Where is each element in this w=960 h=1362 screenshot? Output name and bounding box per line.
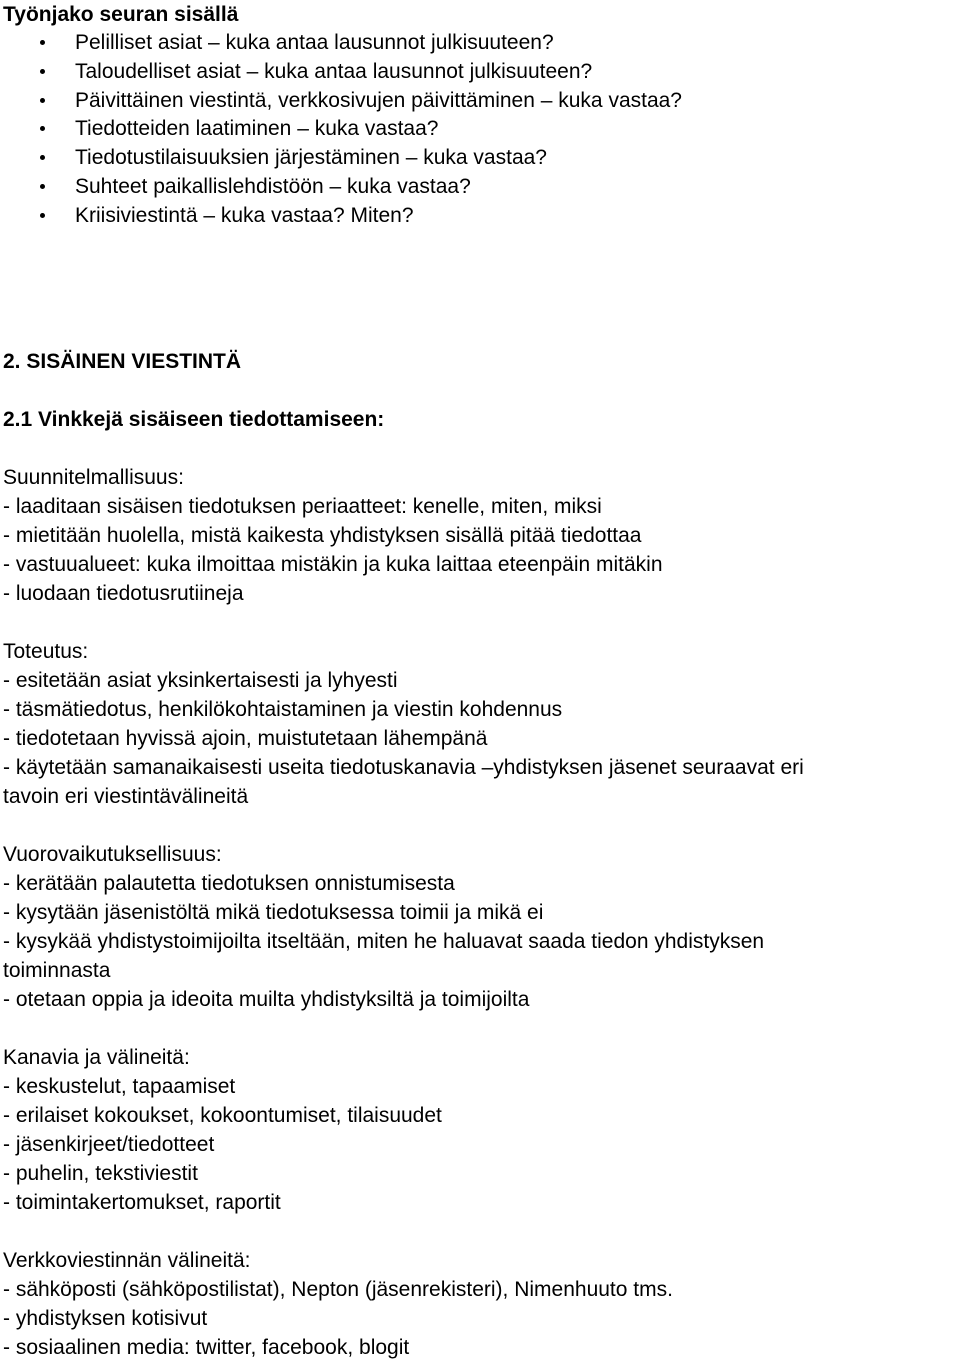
bullet-text: Taloudelliset asiat – kuka antaa lausunnot julkisuuteen? xyxy=(75,59,593,83)
list-item: - vastuualueet: kuka ilmoittaa mistäkin ja kuka laittaa eteenpäin mitäkin xyxy=(3,552,663,576)
bullet-item xyxy=(3,144,958,173)
list-item: - täsmätiedotus, henkilökohtaistaminen ja viestin kohdennus xyxy=(3,697,563,721)
list-item: - laaditaan sisäisen tiedotuksen periaatteet: kenelle, miten, miksi xyxy=(3,494,602,518)
sub-title: 2.1 Vinkkejä sisäiseen tiedottamiseen: xyxy=(3,407,385,431)
group-title-kanavia: Kanavia ja välineitä: xyxy=(3,1045,190,1069)
group-title-suunnitelmallisuus: Suunnitelmallisuus: xyxy=(3,465,184,489)
spacer xyxy=(3,376,958,405)
group-title-toteutus: Toteutus: xyxy=(3,639,89,663)
group-title-verkkoviestinta: Verkkoviestinnän välineitä: xyxy=(3,1248,251,1272)
bullet-item xyxy=(3,202,958,231)
list-item: - mietitään huolella, mistä kaikesta yhdistyksen sisällä pitää tiedottaa xyxy=(3,523,642,547)
list-item: - tiedotetaan hyvissä ajoin, muistutetaan lähempänä xyxy=(3,726,488,750)
spacer xyxy=(3,231,958,347)
list-item: - jäsenkirjeet/tiedotteet xyxy=(3,1132,215,1156)
list-item: toiminnasta xyxy=(3,958,111,982)
list-item: - otetaan oppia ja ideoita muilta yhdistyksiltä ja toimijoilta xyxy=(3,987,530,1011)
bullet-text: Pelilliset asiat – kuka antaa lausunnot julkisuuteen? xyxy=(75,31,554,54)
list-item: - sosiaalinen media: twitter, facebook, blogit xyxy=(3,1335,410,1359)
bullet-dot-icon xyxy=(40,98,45,103)
document-page xyxy=(3,0,958,1362)
group-lines-toteutus xyxy=(3,666,958,811)
bullet-item xyxy=(3,58,958,87)
list-item: - luodaan tiedotusrutiineja xyxy=(3,581,244,605)
bullet-item xyxy=(3,115,958,144)
list-item: - erilaiset kokoukset, kokoontumiset, tilaisuudet xyxy=(3,1103,442,1127)
list-item: - käytetään samanaikaisesti useita tiedotuskanavia –yhdistyksen jäsenet seuraavat eri xyxy=(3,755,804,779)
bullet-dot-icon xyxy=(40,126,45,131)
spacer xyxy=(3,1014,958,1043)
heading-tyonjako: Työnjako seuran sisällä xyxy=(3,3,239,26)
group-lines-vuorovaikutuksellisuus xyxy=(3,869,958,1014)
list-item: - puhelin, tekstiviestit xyxy=(3,1161,198,1185)
list-item: - toimintakertomukset, raportit xyxy=(3,1190,281,1214)
list-item: tavoin eri viestintävälineitä xyxy=(3,784,249,808)
list-item: - yhdistyksen kotisivut xyxy=(3,1306,208,1330)
list-item: - kysytään jäsenistöltä mikä tiedotuksessa toimii ja mikä ei xyxy=(3,900,544,924)
bullet-item xyxy=(3,87,958,116)
list-item: - kysykää yhdistystoimijoilta itseltään, miten he haluavat saada tiedon yhdistyksen xyxy=(3,929,765,953)
group-lines-verkkoviestinta xyxy=(3,1275,958,1362)
list-item: - keskustelut, tapaamiset xyxy=(3,1074,236,1098)
bullet-dot-icon xyxy=(40,40,45,45)
bullet-text: Päivittäinen viestintä, verkkosivujen päivittäminen – kuka vastaa? xyxy=(75,88,682,112)
bullet-dot-icon xyxy=(40,184,45,189)
spacer xyxy=(3,1217,958,1246)
list-item: - kerätään palautetta tiedotuksen onnistumisesta xyxy=(3,871,455,895)
bullet-text: Suhteet paikallislehdistöön – kuka vastaa? xyxy=(75,174,471,198)
spacer xyxy=(3,434,958,463)
bullet-text: Kriisiviestintä – kuka vastaa? Miten? xyxy=(75,203,414,227)
bullet-dot-icon xyxy=(40,155,45,160)
group-lines-suunnitelmallisuus xyxy=(3,492,958,608)
bullet-text: Tiedotustilaisuuksien järjestäminen – kuka vastaa? xyxy=(75,146,547,170)
spacer xyxy=(3,811,958,840)
group-lines-kanavia xyxy=(3,1072,958,1217)
spacer xyxy=(3,608,958,637)
bullet-dot-icon xyxy=(40,69,45,74)
list-item: - sähköposti (sähköpostilistat), Nepton (jäsenrekisteri), Nimenhuuto tms. xyxy=(3,1277,673,1301)
bullet-text: Tiedotteiden laatiminen – kuka vastaa? xyxy=(75,117,439,141)
list-item: - esitetään asiat yksinkertaisesti ja lyhyesti xyxy=(3,668,398,692)
bullet-dot-icon xyxy=(40,213,45,218)
section-title: 2. SISÄINEN VIESTINTÄ xyxy=(3,349,242,373)
bullet-item xyxy=(3,29,958,58)
bullet-list xyxy=(3,29,958,231)
group-title-vuorovaikutuksellisuus: Vuorovaikutuksellisuus: xyxy=(3,842,222,866)
bullet-item xyxy=(3,173,958,202)
